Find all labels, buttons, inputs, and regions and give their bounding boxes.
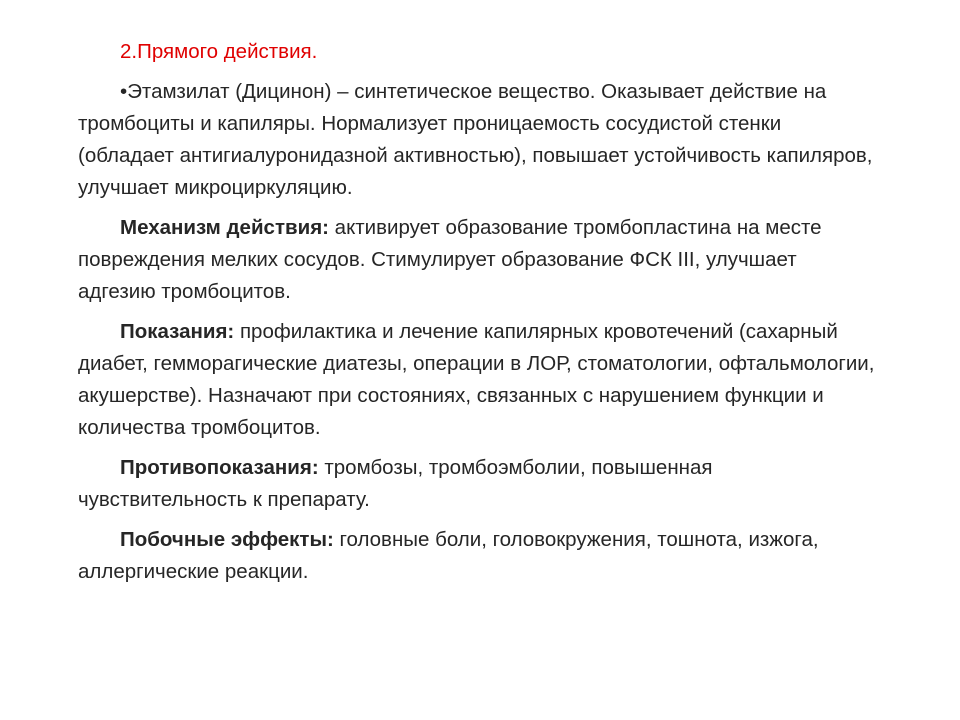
indications-term: Показания: [120,320,235,343]
contraindications-text: тромбозы, тромбоэмболии, повышенная чувствительность к препарату. [78,456,713,511]
side-effects-text: головные боли, головокружения, тошнота, изжога, аллергические реакции. [78,528,819,583]
bullet-mark: • [120,80,128,103]
intro-text: Этамзилат (Дицинон) – синтетическое вещество. Оказывает действие на тромбоциты и капиляры. Нормализует проницаемость сосудистой стенки (обладает антигиалуронидазной активностью), повышает устойчивость капиляров, улучшает микроциркуляцию. [78,80,873,199]
slide-content [78,36,878,596]
mechanism-term: Механизм действия: [120,216,329,239]
indications-text: профилактика и лечение капилярных кровотечений (сахарный диабет, гемморагические диатезы, операции в ЛОР, стоматологии, офтальмологии, акушерстве). Назначают при состояниях, связанных с нарушением функции и количества тромбоцитов. [78,320,875,439]
side-effects-paragraph [78,524,878,588]
mechanism-paragraph [78,212,878,308]
contraindications-paragraph [78,452,878,516]
indications-paragraph [78,316,878,444]
intro-paragraph [78,76,878,204]
section-heading: 2.Прямого действия. [120,40,318,63]
contraindications-term: Противопоказания: [120,456,319,479]
mechanism-text: активирует образование тромбопластина на месте повреждения мелких сосудов. Стимулирует образование ФСК III, улучшает адгезию тромбоцитов. [78,216,822,303]
side-effects-term: Побочные эффекты: [120,528,334,551]
